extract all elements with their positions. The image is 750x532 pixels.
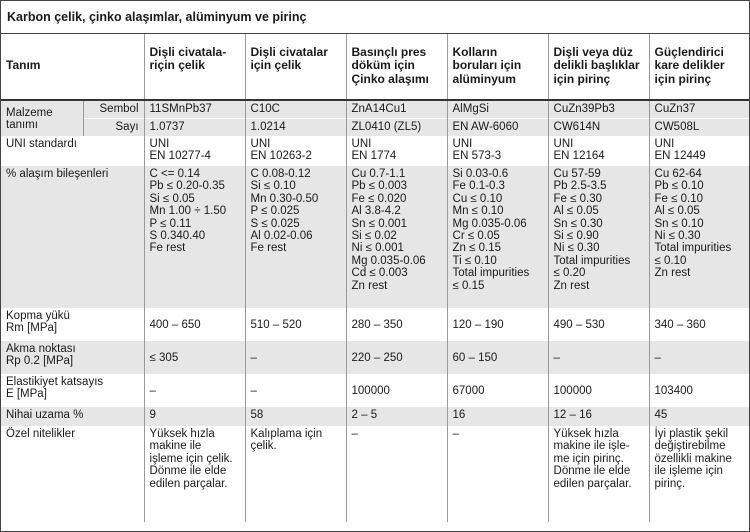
sheet-title: Karbon çelik, çinko alaşımlar, alüminyum ve pirinç — [1, 1, 749, 34]
ozel-cell: Kalıplama için çelik. — [245, 426, 346, 522]
sembol-cell: ZnA14Cu1 — [346, 100, 447, 118]
ozel-cell: – — [346, 426, 447, 522]
uni-label: UNI standardı — [6, 138, 77, 150]
kopma-cell: 340 – 360 — [649, 308, 749, 341]
col-header-4: Kolların boruları için alüminyum — [447, 34, 548, 100]
alasim-cell: Cu 57-59 Pb 2.5-3.5 Fe ≤ 0.30 Al ≤ 0.05 Sn ≤ 0.30 Si ≤ 0.90 Ni ≤ 0.30 Total impurities ≤ 0.20 Zn rest — [548, 166, 649, 308]
table-row-uzama — [1, 407, 749, 426]
akma-cell: – — [548, 341, 649, 374]
akma-cell: – — [245, 341, 346, 374]
sayi-cell: CW508L — [649, 118, 749, 136]
table-row-akma — [1, 341, 749, 374]
uzama-cell: 12 – 16 — [548, 407, 649, 426]
sembol-label: Sembol — [83, 100, 144, 118]
elastik-cell: 100000 — [346, 374, 447, 407]
sayi-cell: ZL0410 (ZL5) — [346, 118, 447, 136]
uni-cell: UNI EN 12164 — [548, 136, 649, 166]
table-row-kopma — [1, 308, 749, 341]
uzama-cell: 2 – 5 — [346, 407, 447, 426]
kopma-cell: 400 – 650 — [144, 308, 245, 341]
alasim-label: % alaşım bileşenleri — [1, 166, 144, 308]
kopma-cell: 490 – 530 — [548, 308, 649, 341]
sembol-cell: CuZn37 — [649, 100, 749, 118]
uzama-cell: 45 — [649, 407, 749, 426]
ozel-cell: İyi plastik şekil değiştirebilme özellikli makine ile işleme için pirinç. — [649, 426, 749, 522]
akma-cell: 60 – 150 — [447, 341, 548, 374]
akma-cell: ≤ 305 — [144, 341, 245, 374]
uzama-cell: 58 — [245, 407, 346, 426]
sembol-cell: C10C — [245, 100, 346, 118]
tanim-header: Tanım — [1, 34, 144, 100]
akma-cell: – — [649, 341, 749, 374]
table-row-sembol — [1, 100, 749, 118]
table-row-uni — [1, 136, 749, 166]
alasim-cell: Cu 0.7-1.1 Pb ≤ 0.003 Fe ≤ 0.020 Al 3.8-4.2 Sn ≤ 0.001 Si ≤ 0.02 Ni ≤ 0.001 Mg 0.035-0.06 Cd ≤ 0.003 Zn rest — [346, 166, 447, 308]
sayi-label: Sayı — [83, 118, 144, 136]
table-row-ozel — [1, 426, 749, 522]
table-row-alasim — [1, 166, 749, 308]
header-row — [1, 34, 749, 100]
uni-cell: UNI EN 10277-4 — [144, 136, 245, 166]
uni-cell: UNI EN 10263-2 — [245, 136, 346, 166]
alasim-cell: C <= 0.14 Pb ≤ 0.20-0.35 Si ≤ 0.05 Mn 1.00 ÷ 1.50 P ≤ 0.11 S 0.340.40 Fe rest — [144, 166, 245, 308]
ozel-cell: Yüksek hızla makine ile işleme için çelik. Dönme ile elde edilen parçalar. — [144, 426, 245, 522]
kopma-cell: 280 – 350 — [346, 308, 447, 341]
sembol-cell: 11SMnPb37 — [144, 100, 245, 118]
uzama-label: Nihai uzama % — [1, 407, 144, 426]
elastik-cell: 103400 — [649, 374, 749, 407]
ozel-cell: Yüksek hızla makine ile işle- me için pirinç. Dönme ile elde edilen parçalar. — [548, 426, 649, 522]
uzama-cell: 9 — [144, 407, 245, 426]
col-header-5: Dişli veya düz delikli başlıklar için pirinç — [548, 34, 649, 100]
sembol-cell: CuZn39Pb3 — [548, 100, 649, 118]
uzama-cell: 16 — [447, 407, 548, 426]
sembol-cell: AlMgSi — [447, 100, 548, 118]
elastik-label: Elastikiyet katsayıs E [MPa] — [6, 376, 104, 401]
sayi-cell: 1.0214 — [245, 118, 346, 136]
kopma-cell: 510 – 520 — [245, 308, 346, 341]
kopma-label: Kopma yükü Rm [MPa] — [6, 310, 70, 335]
uni-cell: UNI EN 1774 — [346, 136, 447, 166]
sayi-cell: CW614N — [548, 118, 649, 136]
col-header-1: Dişli civatala- riçin çelik — [144, 34, 245, 100]
elastik-cell: 67000 — [447, 374, 548, 407]
akma-cell: 220 – 250 — [346, 341, 447, 374]
alasim-cell: Si 0.03-0.6 Fe 0.1-0.3 Cu ≤ 0.10 Mn ≤ 0.10 Mg 0.035-0.06 Cr ≤ 0.05 Zn ≤ 0.15 Ti ≤ 0.10 Total impurities ≤ 0.15 — [447, 166, 548, 308]
ozel-label: Özel nitelikler — [6, 428, 76, 440]
kopma-cell: 120 – 190 — [447, 308, 548, 341]
alasim-cell: Cu 62-64 Pb ≤ 0.10 Fe ≤ 0.10 Al ≤ 0.05 Sn ≤ 0.10 Ni ≤ 0.30 Total impurities ≤ 0.10 Zn rest — [649, 166, 749, 308]
elastik-cell: – — [245, 374, 346, 407]
col-header-6: Güçlendirici kare delikler için pirinç — [649, 34, 749, 100]
alasim-cell: C 0.08-0.12 Si ≤ 0.10 Mn 0.30-0.50 P ≤ 0.025 S ≤ 0.025 Al 0.02-0.06 Fe rest — [245, 166, 346, 308]
elastik-cell: – — [144, 374, 245, 407]
col-header-2: Dişli civatalar için çelik — [245, 34, 346, 100]
akma-label: Akma noktası Rp 0.2 [MPa] — [1, 341, 144, 374]
materials-table — [1, 34, 749, 522]
malzeme-label: Malzeme tanımı — [1, 100, 83, 136]
sayi-cell: EN AW-6060 — [447, 118, 548, 136]
uni-cell: UNI EN 573-3 — [447, 136, 548, 166]
sayi-cell: 1.0737 — [144, 118, 245, 136]
uni-cell: UNI EN 12449 — [649, 136, 749, 166]
table-row-elastik — [1, 374, 749, 407]
table-row-sayi — [1, 118, 749, 136]
elastik-cell: 100000 — [548, 374, 649, 407]
ozel-cell: – — [447, 426, 548, 522]
col-header-3: Basınçlı pres döküm için Çinko alaşımı — [346, 34, 447, 100]
